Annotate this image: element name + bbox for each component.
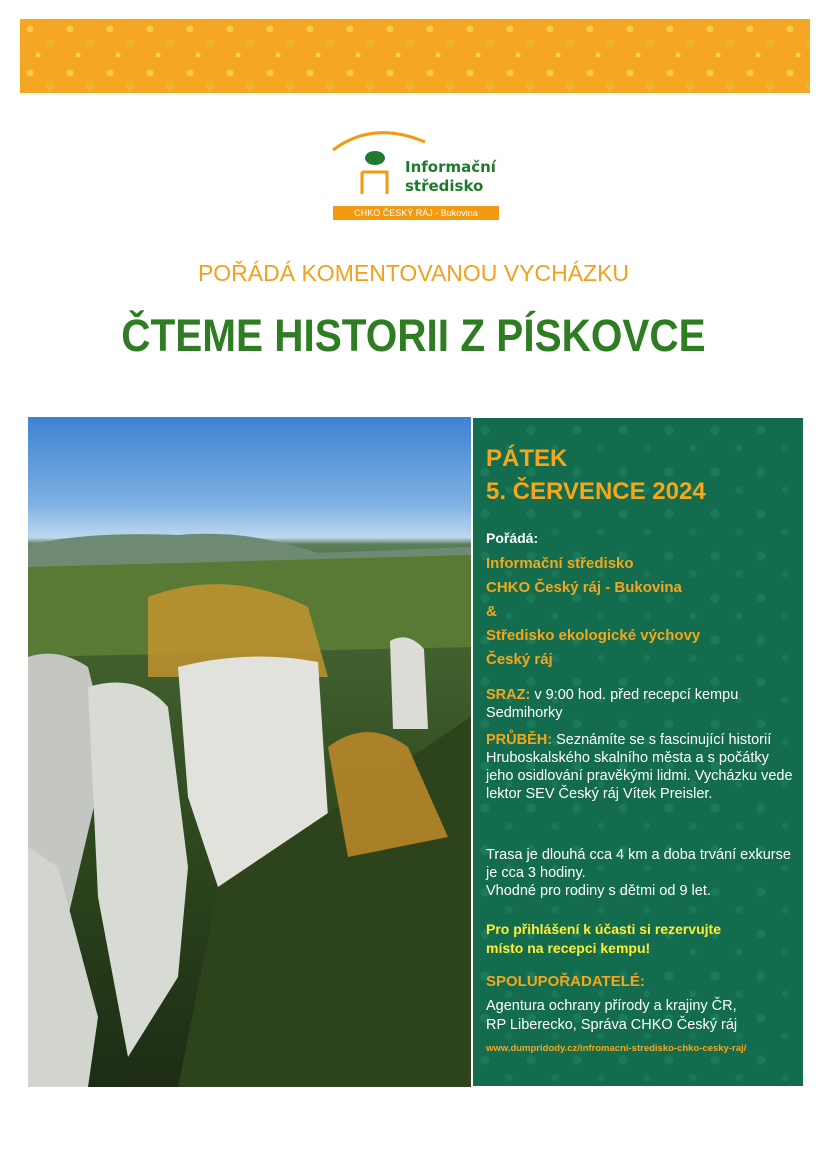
organizer-line: & (486, 603, 497, 620)
organizer-line: CHKO Český ráj - Bukovina (486, 579, 682, 596)
tour-description (486, 731, 798, 803)
course-label: PRŮBĚH: (486, 732, 553, 748)
page-subtitle: POŘÁDÁ KOMENTOVANOU VYCHÁZKU (197, 260, 630, 286)
event-date-text: 5. ČERVENCE 2024 (486, 478, 706, 505)
route-info (486, 846, 798, 900)
route-line: Trasa je dlouhá cca 4 km a doba trvání exkurse je cca 3 hodiny. (486, 847, 791, 881)
registration-line: Pro přihlášení k účasti si rezervujte (486, 921, 721, 937)
organizer-label: Pořádá: (486, 530, 539, 546)
page-title: ČTEME HISTORII Z PÍSKOVCE (121, 310, 706, 361)
route-line: Vhodné pro rodiny s dětmi od 9 let. (486, 883, 711, 899)
info-center-logo (329, 128, 503, 222)
organizer-line: Středisko ekologické výchovy (486, 627, 701, 644)
meeting-point (486, 686, 798, 722)
organizer-list (486, 552, 700, 672)
partner-line: RP Liberecko, Správa CHKO Český ráj (486, 1017, 738, 1033)
meeting-label: SRAZ: (486, 687, 531, 703)
logo-bar-text: CHKO ČESKÝ RÁJ - Bukovina (333, 206, 499, 220)
decorative-banner (20, 19, 810, 93)
website-link[interactable]: www.dumpridody.cz/infromacni-stredisko-chko-cesky-raj/ (486, 1043, 747, 1054)
rock-landscape-illustration (28, 417, 471, 1087)
partners-label: SPOLUPOŘADATELÉ: (486, 973, 645, 990)
logo-name-line2: středisko (405, 177, 484, 195)
partners-list (486, 997, 737, 1035)
registration-line: místo na recepci kempu! (486, 940, 651, 956)
registration-note (486, 920, 721, 958)
logo-name-line1: Informační (405, 158, 496, 176)
event-info-panel (473, 418, 803, 1086)
meeting-text: v 9:00 hod. před recepcí kempu Sedmihorky (486, 687, 739, 721)
organizer-line: Český ráj (486, 651, 553, 668)
course-text: Seznámíte se s fascinující historií Hruboskalského skalního města a s počátky jeho osidlování pravěkými lidmi. Vycházku vede lektor SEV Český ráj Vítek Preisler. (486, 732, 793, 802)
event-date (486, 442, 706, 508)
sandstone-rocks-photo (28, 417, 471, 1087)
event-day: PÁTEK (486, 445, 568, 472)
logo-name (405, 158, 496, 196)
partner-line: Agentura ochrany přírody a krajiny ČR, (486, 998, 737, 1014)
organizer-line: Informační středisko (486, 555, 634, 572)
